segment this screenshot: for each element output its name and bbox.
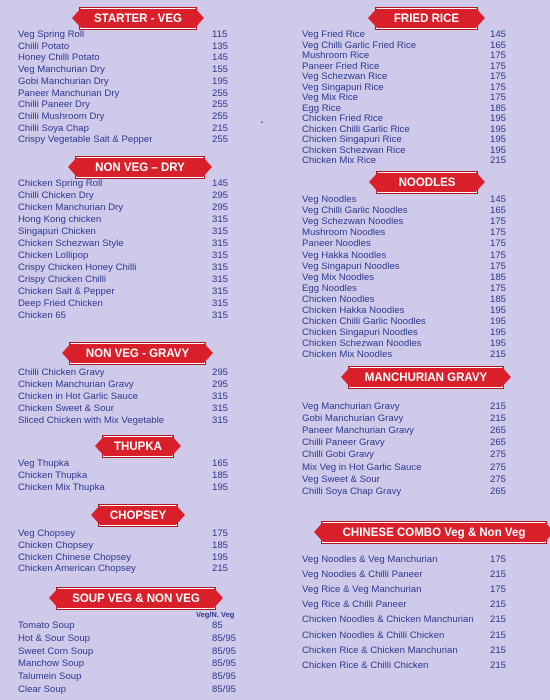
menu-item-price: 315	[212, 250, 229, 261]
menu-item-name: Egg Rice	[302, 102, 341, 114]
menu-item-name: Paneer Manchurian Dry	[18, 87, 120, 99]
menu-item-name: Veg Rice & Veg Manchurian	[302, 584, 422, 596]
menu-item-name: Chicken Schezwan Style	[18, 238, 124, 249]
menu-item-price: 195	[212, 75, 229, 87]
menu-item-price: 175	[490, 60, 507, 72]
menu-item-price: 195	[490, 327, 507, 339]
menu-item	[278, 554, 548, 565]
menu-item-price: 195	[490, 113, 507, 124]
menu-item-name: Hong Kong chicken	[18, 214, 102, 225]
menu-item	[0, 310, 270, 321]
menu-item-name: Chicken Manchurian Dry	[18, 202, 124, 213]
menu-item-name: Veg Spring Roll	[18, 29, 85, 40]
menu-item	[278, 272, 548, 283]
menu-item	[278, 614, 548, 625]
menu-item	[278, 413, 548, 424]
menu-item	[278, 569, 548, 580]
menu-item	[0, 367, 270, 378]
menu-item	[0, 226, 270, 237]
menu-item-price: 175	[490, 92, 507, 103]
menu-item-name: Chicken Hakka Noodles	[302, 305, 405, 316]
menu-item-price: 315	[212, 262, 229, 273]
menu-item	[0, 250, 270, 261]
menu-item-name: Chicken Schezwan Noodles	[302, 338, 422, 350]
menu-item-name: Chicken Schezwan Rice	[302, 144, 406, 156]
menu-item-price: 315	[212, 298, 229, 309]
menu-item	[278, 40, 548, 51]
menu-item-price: 315	[212, 214, 229, 225]
menu-item-name: Paneer Fried Rice	[302, 60, 380, 72]
menu-item	[278, 194, 548, 205]
menu-item-price: 145	[212, 52, 229, 64]
menu-item-name: Crispy Chicken Chilli	[18, 274, 106, 285]
menu-item	[0, 563, 270, 574]
menu-item-price: 215	[490, 614, 507, 626]
menu-item-price: 175	[490, 71, 507, 82]
menu-item	[0, 415, 270, 426]
menu-item-name: Chicken in Hot Garlic Sauce	[18, 390, 138, 402]
menu-item-name: Crispy Chicken Honey Chilli	[18, 262, 137, 273]
menu-item-price: 315	[212, 226, 229, 237]
menu-item-price: 275	[490, 449, 507, 461]
menu-item-name: Chicken Manchurian Gravy	[18, 378, 134, 390]
menu-item	[0, 29, 270, 40]
menu-item-name: Chilli Soya Chap	[18, 122, 89, 134]
section-title-thupka: THUPKA	[103, 436, 173, 457]
menu-item-price: 215	[490, 155, 507, 166]
menu-item-name: Sliced Chicken with Mix Vegetable	[18, 414, 165, 426]
menu-item	[0, 528, 270, 539]
menu-item-price: 255	[212, 87, 229, 99]
menu-item	[278, 645, 548, 656]
menu-item-price: 295	[212, 190, 229, 201]
section-title-noodles: NOODLES	[377, 172, 477, 193]
menu-item	[278, 660, 548, 671]
menu-item-name: Chicken Chilli Garlic Noodles	[302, 316, 426, 328]
menu-item-price: 215	[490, 401, 507, 412]
section-title-nonveg-dry: NON VEG – DRY	[76, 157, 204, 178]
menu-item	[278, 305, 548, 316]
menu-item-name: Chicken Spring Roll	[18, 178, 103, 189]
menu-item-price: 315	[212, 274, 229, 285]
menu-item-name: Chicken Chinese Chopsey	[18, 551, 132, 563]
menu-item-name: Chicken Noodles	[302, 293, 375, 305]
menu-item	[278, 250, 548, 261]
menu-item	[0, 403, 270, 414]
menu-item	[278, 155, 548, 166]
menu-item-name: Mushroom Noodles	[302, 227, 386, 239]
menu-item-price: 215	[490, 413, 507, 425]
menu-item	[0, 646, 270, 657]
menu-item-name: Chicken Noodles & Chilli Chicken	[302, 629, 445, 641]
menu-item-name: Veg Singapuri Rice	[302, 81, 384, 93]
menu-item-price: 315	[212, 390, 229, 402]
menu-item-name: Chicken Thupka	[18, 470, 88, 481]
menu-item-name: Veg Hakka Noodles	[302, 249, 387, 261]
menu-item-name: Veg Mix Rice	[302, 92, 358, 103]
menu-item	[0, 633, 270, 644]
menu-item-name: Singapuri Chicken	[18, 226, 96, 237]
menu-item-price: 315	[212, 310, 229, 321]
menu-item-price: 215	[490, 569, 507, 581]
menu-item-price: 215	[490, 599, 507, 611]
menu-item-price: 195	[490, 305, 507, 316]
menu-item	[278, 327, 548, 338]
menu-item	[0, 298, 270, 309]
menu-item	[278, 599, 548, 610]
menu-item	[278, 294, 548, 305]
menu-item-name: Veg Noodles & Veg Manchurian	[302, 554, 438, 565]
menu-item	[0, 482, 270, 493]
menu-item-name: Chicken Lollipop	[18, 250, 89, 261]
menu-item-price: 185	[490, 271, 507, 283]
menu-item-price: 315	[212, 286, 229, 297]
menu-item	[0, 658, 270, 669]
menu-item-price: 215	[490, 644, 507, 656]
menu-item-name: Chicken Fried Rice	[302, 113, 384, 124]
menu-item	[278, 205, 548, 216]
menu-item-price: 275	[490, 473, 507, 485]
menu-item	[0, 111, 270, 122]
menu-item-name: Crispy Vegetable Salt & Pepper	[18, 134, 153, 146]
menu-item-name: Chicken Noodles & Chicken Manchurian	[302, 614, 474, 626]
menu-item	[0, 620, 270, 631]
menu-item-name: Honey Chilli Potato	[18, 52, 100, 64]
menu-item	[278, 61, 548, 72]
menu-item-price: 265	[490, 485, 507, 497]
menu-item	[0, 262, 270, 273]
menu-item-price: 295	[212, 378, 229, 390]
menu-item-name: Chicken Singapuri Rice	[302, 134, 402, 145]
menu-item	[278, 238, 548, 249]
menu-item	[278, 338, 548, 349]
menu-item	[0, 64, 270, 75]
menu-item-name: Veg Singapuri Noodles	[302, 260, 400, 272]
stray-dot	[261, 121, 263, 123]
menu-item-price: 275	[490, 461, 507, 473]
menu-item-price: 185	[490, 293, 507, 305]
menu-item-price: 295	[212, 202, 229, 213]
menu-item	[278, 124, 548, 135]
menu-item-price: 195	[490, 134, 507, 145]
menu-item-name: Veg Schezwan Rice	[302, 71, 388, 82]
menu-item	[278, 82, 548, 93]
menu-item-price: 145	[490, 29, 507, 40]
menu-item-name: Veg Chilli Garlic Fried Rice	[302, 39, 417, 51]
menu-item	[278, 449, 548, 460]
menu-item	[0, 178, 270, 189]
menu-item-price: 255	[212, 110, 229, 122]
menu-item	[0, 202, 270, 213]
menu-item-name: Veg Manchurian Dry	[18, 64, 105, 76]
menu-item-name: Chicken Singapuri Noodles	[302, 327, 418, 339]
menu-item	[278, 92, 548, 103]
menu-item-name: Chicken Chopsey	[18, 539, 94, 551]
menu-item-name: Chilli Chicken Dry	[18, 190, 94, 201]
menu-item-price: 255	[212, 99, 229, 111]
menu-item	[278, 103, 548, 114]
menu-item-price: 185	[212, 539, 229, 551]
menu-item-price: 175	[490, 81, 507, 93]
menu-item-price: 315	[212, 402, 229, 414]
menu-item-price: 85/95	[212, 658, 237, 670]
menu-item-name: Veg Chilli Garlic Noodles	[302, 205, 408, 217]
menu-item	[0, 684, 270, 695]
menu-item-name: Paneer Noodles	[302, 238, 371, 250]
menu-item-price: 135	[212, 40, 229, 52]
menu-item-price: 195	[490, 338, 507, 350]
menu-item-name: Chicken Mix Thupka	[18, 482, 105, 493]
menu-item	[278, 261, 548, 272]
menu-item-price: 175	[490, 584, 507, 596]
menu-item	[278, 50, 548, 61]
menu-item	[0, 286, 270, 297]
menu-item-price: 85/95	[212, 671, 237, 683]
menu-item-name: Chicken 65	[18, 310, 66, 321]
menu-item	[278, 349, 548, 360]
menu-item-name: Chilli Paneer Gravy	[302, 437, 385, 449]
menu-item	[0, 123, 270, 134]
menu-item-name: Chilli Mushroom Dry	[18, 110, 105, 122]
section-title-soup: SOUP VEG & NON VEG	[57, 588, 215, 609]
menu-item-name: Veg Chopsey	[18, 528, 76, 539]
menu-item	[278, 584, 548, 595]
menu-item-name: Chicken Mix Noodles	[302, 349, 393, 361]
menu-item	[0, 238, 270, 249]
menu-item	[0, 470, 270, 481]
menu-item-name: Chicken Mix Rice	[302, 155, 377, 166]
menu-item-price: 215	[212, 122, 229, 134]
menu-item-price: 195	[212, 551, 229, 563]
menu-item	[0, 379, 270, 390]
menu-item-price: 85	[212, 620, 223, 631]
menu-item	[0, 274, 270, 285]
menu-item-name: Chicken Rice & Chilli Chicken	[302, 659, 429, 671]
menu-item-price: 165	[212, 458, 229, 469]
menu-item-name: Chilli Paneer Dry	[18, 99, 90, 111]
menu-item-name: Hot & Sour Soup	[18, 632, 90, 644]
menu-item-price: 215	[212, 563, 229, 575]
menu-item-price: 265	[490, 425, 507, 437]
menu-item-name: Veg Sweet & Sour	[302, 473, 380, 485]
menu-item-name: Veg Rice & Chilli Paneer	[302, 599, 407, 611]
menu-item-name: Veg Schezwan Noodles	[302, 216, 404, 228]
menu-item-price: 155	[212, 64, 229, 76]
menu-item-price: 165	[490, 205, 507, 217]
menu-item-price: 185	[490, 102, 507, 114]
menu-item-price: 195	[490, 144, 507, 156]
menu-item-name: Tomato Soup	[18, 620, 75, 631]
menu-item	[278, 283, 548, 294]
menu-item-price: 175	[490, 282, 507, 294]
menu-item-price: 185	[212, 470, 229, 481]
menu-item-price: 315	[212, 414, 229, 426]
menu-item	[278, 216, 548, 227]
price-type-header: Veg/N. Veg	[196, 610, 235, 619]
menu-item-price: 175	[212, 528, 229, 539]
menu-item	[0, 552, 270, 563]
menu-item-name: Gobi Manchurian Gravy	[302, 413, 404, 425]
menu-item-name: Veg Manchurian Gravy	[302, 401, 400, 412]
menu-item-price: 145	[490, 194, 507, 205]
menu-item-price: 175	[490, 227, 507, 239]
menu-item-price: 215	[490, 629, 507, 641]
menu-item-name: Mix Veg in Hot Garlic Sauce	[302, 461, 422, 473]
section-title-starter-veg: STARTER - VEG	[80, 8, 196, 29]
menu-item-name: Chicken American Chopsey	[18, 563, 136, 575]
menu-item	[278, 425, 548, 436]
menu-item-price: 195	[490, 123, 507, 135]
menu-item-name: Veg Thupka	[18, 458, 70, 469]
section-title-fried-rice: FRIED RICE	[376, 8, 477, 29]
menu-item-name: Chicken Sweet & Sour	[18, 402, 114, 414]
menu-item	[0, 99, 270, 110]
menu-item-price: 215	[490, 659, 507, 671]
menu-item-name: Chicken Salt & Pepper	[18, 286, 115, 297]
menu-item	[0, 391, 270, 402]
menu-item-name: Sweet Corn Soup	[18, 645, 94, 657]
menu-item-name: Chilli Chicken Gravy	[18, 367, 105, 378]
section-title-manchurian-gravy: MANCHURIAN GRAVY	[349, 367, 503, 388]
menu-item	[278, 134, 548, 145]
menu-item	[278, 316, 548, 327]
menu-item	[278, 29, 548, 40]
menu-item-price: 165	[490, 39, 507, 51]
menu-item-name: Clear Soup	[18, 684, 66, 695]
menu-item-name: Chilli Gobi Gravy	[302, 449, 374, 461]
menu-item-price: 175	[490, 554, 507, 565]
menu-item	[0, 214, 270, 225]
section-title-nonveg-gravy: NON VEG - GRAVY	[70, 343, 205, 364]
menu-item-name: Chilli Potato	[18, 40, 70, 52]
menu-item	[278, 474, 548, 485]
menu-item	[278, 401, 548, 412]
menu-item-name: Veg Noodles	[302, 194, 357, 205]
section-title-chopsey: CHOPSEY	[99, 505, 177, 526]
menu-item-price: 85/95	[212, 684, 237, 695]
menu-item-name: Chicken Chilli Garlic Rice	[302, 123, 410, 135]
menu-item	[0, 41, 270, 52]
menu-item	[278, 145, 548, 156]
menu-item	[0, 76, 270, 87]
menu-item-name: Gobi Manchurian Dry	[18, 75, 109, 87]
menu-item	[278, 227, 548, 238]
menu-item	[0, 190, 270, 201]
menu-item	[278, 486, 548, 497]
menu-item-price: 255	[212, 134, 229, 146]
menu-item-name: Mushroom Rice	[302, 50, 370, 61]
menu-item-name: Talumein Soup	[18, 671, 82, 683]
menu-item-price: 145	[212, 178, 229, 189]
menu-item-name: Egg Noodles	[302, 282, 357, 294]
menu-item-price: 315	[212, 238, 229, 249]
menu-item-price: 85/95	[212, 632, 237, 644]
menu-item-price: 175	[490, 238, 507, 250]
menu-item	[0, 671, 270, 682]
menu-item	[278, 437, 548, 448]
menu-item	[278, 71, 548, 82]
menu-item-price: 115	[212, 29, 228, 40]
menu-item-name: Veg Noodles & Chilli Paneer	[302, 569, 423, 581]
menu-item-price: 85/95	[212, 645, 237, 657]
menu-item-price: 195	[490, 316, 507, 328]
menu-item-price: 175	[490, 249, 507, 261]
menu-item-name: Veg Fried Rice	[302, 29, 365, 40]
menu-item-price: 175	[490, 260, 507, 272]
section-title-combo: CHINESE COMBO Veg & Non Veg	[322, 522, 546, 543]
menu-item-name: Chicken Rice & Chicken Manchurian	[302, 644, 458, 656]
menu-item-name: Paneer Manchurian Gravy	[302, 425, 414, 437]
menu-item	[0, 458, 270, 469]
menu-item-price: 195	[212, 482, 229, 493]
menu-item-name: Deep Fried Chicken	[18, 298, 103, 309]
menu-item	[0, 52, 270, 63]
menu-item	[0, 134, 270, 145]
menu-item-price: 265	[490, 437, 507, 449]
menu-item	[278, 113, 548, 124]
menu-item	[0, 540, 270, 551]
menu-item	[278, 630, 548, 641]
menu-item-price: 295	[212, 367, 229, 378]
menu-item	[278, 462, 548, 473]
menu-item-name: Veg Mix Noodles	[302, 271, 374, 283]
menu-item	[0, 88, 270, 99]
menu-item-name: Manchow Soup	[18, 658, 85, 670]
menu-item-price: 175	[490, 216, 507, 228]
menu-item-price: 175	[490, 50, 507, 61]
menu-item-name: Chilli Soya Chap Gravy	[302, 485, 402, 497]
menu-item-price: 215	[490, 349, 507, 361]
